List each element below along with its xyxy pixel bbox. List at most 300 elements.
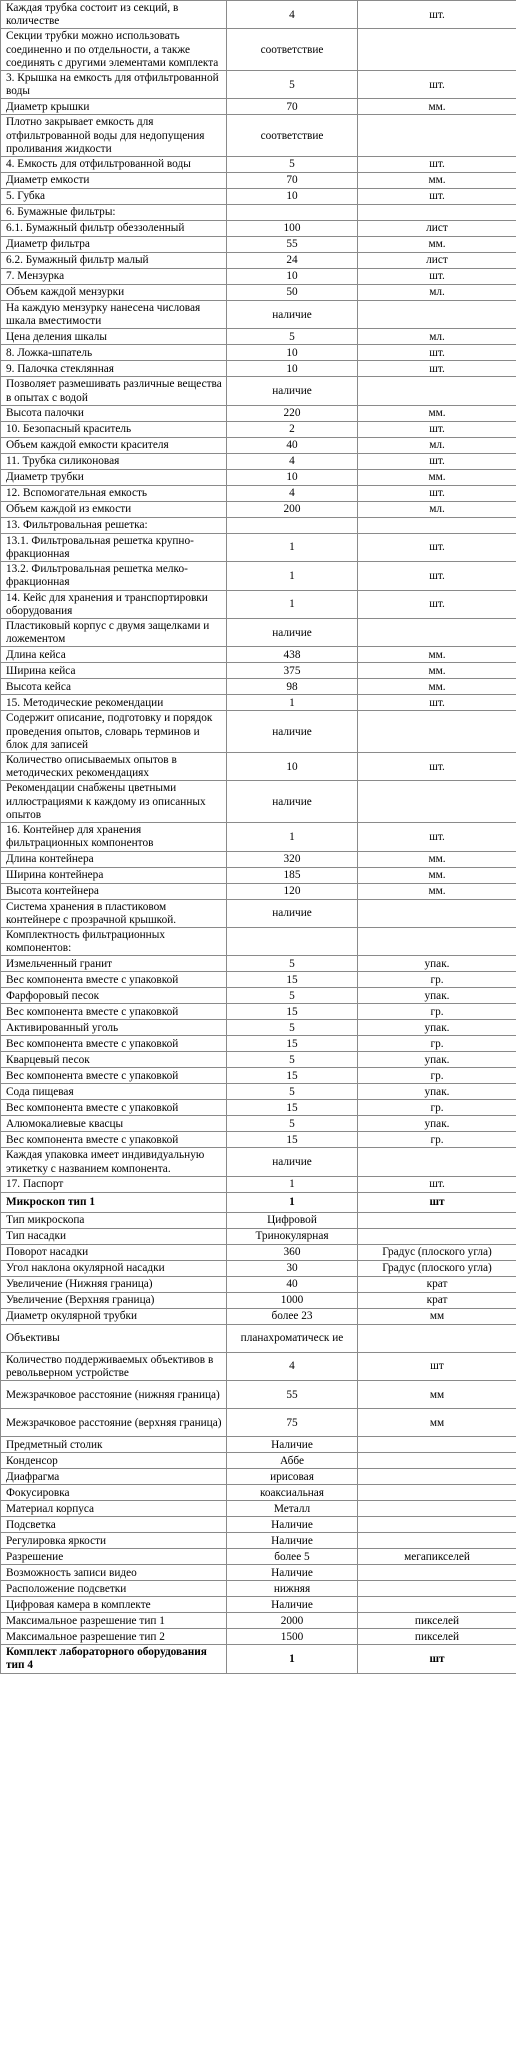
table-row: [1, 1292, 516, 1308]
table-row: [1, 345, 516, 361]
row-unit-cell: мм.: [358, 173, 516, 189]
row-unit-cell: [358, 927, 516, 955]
table-row: [1, 1581, 516, 1597]
row-unit-cell: [358, 1212, 516, 1228]
row-unit-cell: [358, 711, 516, 753]
table-row: [1, 1004, 516, 1020]
row-unit-cell: мм.: [358, 405, 516, 421]
row-value-cell: Наличие: [227, 1533, 358, 1549]
row-name-cell: Активированный уголь: [1, 1020, 227, 1036]
table-row: [1, 1469, 516, 1485]
row-unit-cell: мм.: [358, 883, 516, 899]
row-value-cell: ирисовая: [227, 1469, 358, 1485]
row-unit-cell: шт.: [358, 361, 516, 377]
row-unit-cell: [358, 115, 516, 157]
row-value-cell: 30: [227, 1260, 358, 1276]
row-unit-cell: шт.: [358, 590, 516, 618]
row-value-cell: 5: [227, 329, 358, 345]
row-name-cell: Конденсор: [1, 1453, 227, 1469]
row-name-cell: 13. Фильтровальная решетка:: [1, 517, 227, 533]
row-unit-cell: мл.: [358, 329, 516, 345]
row-unit-cell: шт.: [358, 71, 516, 99]
table-row: [1, 823, 516, 851]
table-row: [1, 883, 516, 899]
table-row: [1, 1308, 516, 1324]
row-unit-cell: шт.: [358, 269, 516, 285]
row-value-cell: 15: [227, 1004, 358, 1020]
table-row: [1, 99, 516, 115]
row-name-cell: Разрешение: [1, 1549, 227, 1565]
row-value-cell: 200: [227, 501, 358, 517]
specification-table-body: [1, 1, 516, 1674]
row-value-cell: нижняя: [227, 1581, 358, 1597]
row-unit-cell: мл.: [358, 285, 516, 301]
row-unit-cell: упак.: [358, 988, 516, 1004]
table-row: [1, 1276, 516, 1292]
table-row: [1, 361, 516, 377]
row-unit-cell: мл.: [358, 501, 516, 517]
table-row: [1, 851, 516, 867]
table-row: [1, 453, 516, 469]
row-unit-cell: [358, 1533, 516, 1549]
row-value-cell: 70: [227, 173, 358, 189]
table-row: [1, 1381, 516, 1409]
row-value-cell: 1: [227, 823, 358, 851]
row-value-cell: 1000: [227, 1292, 358, 1308]
row-name-cell: Регулировка яркости: [1, 1533, 227, 1549]
row-value-cell: 185: [227, 867, 358, 883]
table-row: [1, 1212, 516, 1228]
row-unit-cell: [358, 517, 516, 533]
table-row: [1, 1501, 516, 1517]
table-row: [1, 1, 516, 29]
row-value-cell: 5: [227, 988, 358, 1004]
row-unit-cell: шт.: [358, 345, 516, 361]
row-unit-cell: [358, 1437, 516, 1453]
row-unit-cell: [358, 1228, 516, 1244]
row-unit-cell: [358, 1453, 516, 1469]
row-unit-cell: мм.: [358, 469, 516, 485]
row-value-cell: 5: [227, 956, 358, 972]
row-value-cell: наличие: [227, 301, 358, 329]
row-value-cell: 5: [227, 71, 358, 99]
row-unit-cell: упак.: [358, 1052, 516, 1068]
row-unit-cell: Градус (плоского угла): [358, 1244, 516, 1260]
row-unit-cell: [358, 1597, 516, 1613]
row-unit-cell: шт.: [358, 189, 516, 205]
row-value-cell: Аббе: [227, 1453, 358, 1469]
row-unit-cell: мм.: [358, 237, 516, 253]
row-name-cell: Ширина кейса: [1, 663, 227, 679]
row-name-cell: Цифровая камера в комплекте: [1, 1597, 227, 1613]
row-name-cell: Возможность записи видео: [1, 1565, 227, 1581]
row-unit-cell: мм.: [358, 679, 516, 695]
row-name-cell: Вес компонента вместе с упаковкой: [1, 1100, 227, 1116]
row-unit-cell: шт.: [358, 562, 516, 590]
row-name-cell: 8. Ложка-шпатель: [1, 345, 227, 361]
row-unit-cell: [358, 29, 516, 71]
row-unit-cell: [358, 1581, 516, 1597]
row-value-cell: 10: [227, 189, 358, 205]
row-name-cell: Максимальное разрешение тип 1: [1, 1613, 227, 1629]
row-name-cell: Материал корпуса: [1, 1501, 227, 1517]
row-unit-cell: [358, 1148, 516, 1176]
row-name-cell: Вес компонента вместе с упаковкой: [1, 1004, 227, 1020]
row-value-cell: 1500: [227, 1629, 358, 1645]
table-row: [1, 988, 516, 1004]
table-row: [1, 189, 516, 205]
table-row: [1, 972, 516, 988]
row-name-cell: 3. Крышка на емкость для отфильтрованной воды: [1, 71, 227, 99]
row-value-cell: соответствие: [227, 29, 358, 71]
row-value-cell: 50: [227, 285, 358, 301]
row-value-cell: наличие: [227, 899, 358, 927]
row-name-cell: 10. Безопасный краситель: [1, 421, 227, 437]
row-name-cell: Каждая упаковка имеет индивидуальную этикетку с названием компонента.: [1, 1148, 227, 1176]
table-row: [1, 1036, 516, 1052]
table-row: [1, 899, 516, 927]
row-value-cell: Металл: [227, 1501, 358, 1517]
table-row: [1, 1437, 516, 1453]
row-name-cell: Секции трубки можно использовать соединенно и по отдельности, а также соединять с другими элементами комплекта: [1, 29, 227, 71]
table-row: [1, 1549, 516, 1565]
row-name-cell: Пластиковый корпус с двумя защелками и ложементом: [1, 619, 227, 647]
row-unit-cell: шт.: [358, 753, 516, 781]
row-name-cell: Вес компонента вместе с упаковкой: [1, 1068, 227, 1084]
row-name-cell: Максимальное разрешение тип 2: [1, 1629, 227, 1645]
row-unit-cell: [358, 1469, 516, 1485]
table-row: [1, 1020, 516, 1036]
row-value-cell: 4: [227, 485, 358, 501]
row-name-cell: Количество описываемых опытов в методических рекомендациях: [1, 753, 227, 781]
row-value-cell: 1: [227, 533, 358, 561]
row-name-cell: Угол наклона окулярной насадки: [1, 1260, 227, 1276]
row-name-cell: Поворот насадки: [1, 1244, 227, 1260]
row-unit-cell: [358, 619, 516, 647]
table-row: [1, 1148, 516, 1176]
table-row: [1, 1517, 516, 1533]
table-row: [1, 173, 516, 189]
row-unit-cell: гр.: [358, 1036, 516, 1052]
row-name-cell: 13.1. Фильтровальная решетка крупно-фракционная: [1, 533, 227, 561]
row-value-cell: 5: [227, 1020, 358, 1036]
row-name-cell: Количество поддерживаемых объективов в револьверном устройстве: [1, 1352, 227, 1380]
row-name-cell: Вес компонента вместе с упаковкой: [1, 972, 227, 988]
row-value-cell: 15: [227, 1100, 358, 1116]
row-name-cell: Диаметр фильтра: [1, 237, 227, 253]
row-value-cell: 10: [227, 753, 358, 781]
table-row: [1, 695, 516, 711]
row-unit-cell: пикселей: [358, 1613, 516, 1629]
row-name-cell: 13.2. Фильтровальная решетка мелко-фракционная: [1, 562, 227, 590]
row-unit-cell: [358, 377, 516, 405]
table-row: [1, 205, 516, 221]
table-row: [1, 1613, 516, 1629]
row-unit-cell: упак.: [358, 956, 516, 972]
row-name-cell: Межзрачковое расстояние (верхняя граница): [1, 1409, 227, 1437]
row-name-cell: 6. Бумажные фильтры:: [1, 205, 227, 221]
row-name-cell: Диаметр окулярной трубки: [1, 1308, 227, 1324]
row-unit-cell: шт.: [358, 157, 516, 173]
row-value-cell: Цифровой: [227, 1212, 358, 1228]
row-value-cell: 438: [227, 647, 358, 663]
row-name-cell: Подсветка: [1, 1517, 227, 1533]
row-name-cell: Длина контейнера: [1, 851, 227, 867]
row-unit-cell: крат: [358, 1292, 516, 1308]
row-name-cell: 15. Методические рекомендации: [1, 695, 227, 711]
row-unit-cell: [358, 1517, 516, 1533]
row-unit-cell: упак.: [358, 1020, 516, 1036]
table-row: [1, 867, 516, 883]
row-value-cell: наличие: [227, 781, 358, 823]
row-name-cell: Вес компонента вместе с упаковкой: [1, 1036, 227, 1052]
row-value-cell: Наличие: [227, 1597, 358, 1613]
row-value-cell: 1: [227, 1645, 358, 1673]
row-name-cell: Алюмокалиевые квасцы: [1, 1116, 227, 1132]
table-row: [1, 781, 516, 823]
row-name-cell: 4. Емкость для отфильтрованной воды: [1, 157, 227, 173]
row-value-cell: 120: [227, 883, 358, 899]
table-row: [1, 253, 516, 269]
row-value-cell: [227, 205, 358, 221]
row-name-cell: Высота кейса: [1, 679, 227, 695]
table-row: [1, 1192, 516, 1212]
table-row: [1, 157, 516, 173]
row-value-cell: Наличие: [227, 1437, 358, 1453]
row-value-cell: 5: [227, 1116, 358, 1132]
row-unit-cell: [358, 205, 516, 221]
row-value-cell: соответствие: [227, 115, 358, 157]
row-name-cell: 14. Кейс для хранения и транспортировки оборудования: [1, 590, 227, 618]
table-row: [1, 753, 516, 781]
row-name-cell: 16. Контейнер для хранения фильтрационных компонентов: [1, 823, 227, 851]
row-name-cell: Увеличение (Верхняя граница): [1, 1292, 227, 1308]
row-value-cell: 5: [227, 157, 358, 173]
row-value-cell: 55: [227, 237, 358, 253]
row-value-cell: [227, 517, 358, 533]
table-row: [1, 1084, 516, 1100]
table-row: [1, 71, 516, 99]
row-value-cell: 24: [227, 253, 358, 269]
row-name-cell: Комплект лабораторного оборудования тип 4: [1, 1645, 227, 1673]
row-unit-cell: мм: [358, 1308, 516, 1324]
row-value-cell: 2000: [227, 1613, 358, 1629]
row-name-cell: 11. Трубка силиконовая: [1, 453, 227, 469]
row-name-cell: Диаметр крышки: [1, 99, 227, 115]
row-name-cell: Позволяет размешивать различные вещества в опытах с водой: [1, 377, 227, 405]
table-row: [1, 1629, 516, 1645]
row-name-cell: 12. Вспомогательная емкость: [1, 485, 227, 501]
row-unit-cell: шт.: [358, 1, 516, 29]
table-row: [1, 1052, 516, 1068]
row-unit-cell: пикселей: [358, 1629, 516, 1645]
row-unit-cell: шт.: [358, 823, 516, 851]
table-row: [1, 927, 516, 955]
row-unit-cell: гр.: [358, 1132, 516, 1148]
row-value-cell: 15: [227, 972, 358, 988]
row-name-cell: Цена деления шкалы: [1, 329, 227, 345]
row-name-cell: На каждую мензурку нанесена числовая шкала вместимости: [1, 301, 227, 329]
table-row: [1, 1324, 516, 1352]
row-value-cell: 15: [227, 1036, 358, 1052]
row-value-cell: 5: [227, 1052, 358, 1068]
row-name-cell: Сода пищевая: [1, 1084, 227, 1100]
table-row: [1, 437, 516, 453]
row-name-cell: Межзрачковое расстояние (нижняя граница): [1, 1381, 227, 1409]
row-name-cell: Фокусировка: [1, 1485, 227, 1501]
row-value-cell: 375: [227, 663, 358, 679]
table-row: [1, 285, 516, 301]
table-row: [1, 956, 516, 972]
row-unit-cell: [358, 1565, 516, 1581]
row-name-cell: Комплектность фильтрационных компонентов:: [1, 927, 227, 955]
row-name-cell: Объем каждой емкости красителя: [1, 437, 227, 453]
row-name-cell: 17. Паспорт: [1, 1176, 227, 1192]
row-name-cell: 7. Мензурка: [1, 269, 227, 285]
table-row: [1, 421, 516, 437]
table-row: [1, 115, 516, 157]
row-unit-cell: мм.: [358, 663, 516, 679]
table-row: [1, 590, 516, 618]
row-unit-cell: [358, 1501, 516, 1517]
row-name-cell: Диаметр емкости: [1, 173, 227, 189]
row-value-cell: 1: [227, 562, 358, 590]
row-value-cell: 10: [227, 345, 358, 361]
row-value-cell: 1: [227, 1176, 358, 1192]
row-name-cell: Диаметр трубки: [1, 469, 227, 485]
row-name-cell: Тип микроскопа: [1, 1212, 227, 1228]
row-value-cell: 10: [227, 469, 358, 485]
table-row: [1, 647, 516, 663]
table-row: [1, 1116, 516, 1132]
row-value-cell: более 5: [227, 1549, 358, 1565]
table-row: [1, 663, 516, 679]
row-name-cell: 9. Палочка стеклянная: [1, 361, 227, 377]
table-row: [1, 533, 516, 561]
row-value-cell: 1: [227, 590, 358, 618]
row-unit-cell: гр.: [358, 1004, 516, 1020]
row-unit-cell: лист: [358, 221, 516, 237]
row-name-cell: Измельченный гранит: [1, 956, 227, 972]
row-unit-cell: [358, 899, 516, 927]
row-name-cell: Микроскоп тип 1: [1, 1192, 227, 1212]
row-value-cell: 320: [227, 851, 358, 867]
row-unit-cell: мл.: [358, 437, 516, 453]
table-row: [1, 1409, 516, 1437]
row-name-cell: Диафрагма: [1, 1469, 227, 1485]
table-row: [1, 1352, 516, 1380]
table-row: [1, 501, 516, 517]
row-value-cell: 4: [227, 453, 358, 469]
row-value-cell: 5: [227, 1084, 358, 1100]
row-value-cell: наличие: [227, 377, 358, 405]
row-value-cell: 4: [227, 1, 358, 29]
row-value-cell: 70: [227, 99, 358, 115]
table-row: [1, 517, 516, 533]
table-row: [1, 1176, 516, 1192]
row-unit-cell: мм.: [358, 99, 516, 115]
row-name-cell: Объем каждой мензурки: [1, 285, 227, 301]
table-row: [1, 711, 516, 753]
row-name-cell: Объем каждой из емкости: [1, 501, 227, 517]
row-unit-cell: шт.: [358, 533, 516, 561]
row-value-cell: Тринокулярная: [227, 1228, 358, 1244]
table-row: [1, 562, 516, 590]
row-name-cell: Объективы: [1, 1324, 227, 1352]
row-unit-cell: крат: [358, 1276, 516, 1292]
row-value-cell: [227, 927, 358, 955]
row-value-cell: 75: [227, 1409, 358, 1437]
table-row: [1, 1565, 516, 1581]
row-value-cell: Наличие: [227, 1565, 358, 1581]
table-row: [1, 1132, 516, 1148]
row-value-cell: 10: [227, 269, 358, 285]
row-unit-cell: шт.: [358, 1176, 516, 1192]
row-value-cell: 4: [227, 1352, 358, 1380]
row-name-cell: Ширина контейнера: [1, 867, 227, 883]
table-row: [1, 377, 516, 405]
row-value-cell: 100: [227, 221, 358, 237]
table-row: [1, 221, 516, 237]
row-unit-cell: [358, 1485, 516, 1501]
row-unit-cell: упак.: [358, 1084, 516, 1100]
row-unit-cell: шт: [358, 1192, 516, 1212]
row-unit-cell: мм: [358, 1409, 516, 1437]
row-unit-cell: мм.: [358, 647, 516, 663]
row-value-cell: наличие: [227, 1148, 358, 1176]
row-value-cell: более 23: [227, 1308, 358, 1324]
row-unit-cell: [358, 301, 516, 329]
table-row: [1, 1645, 516, 1673]
row-value-cell: 98: [227, 679, 358, 695]
row-name-cell: Длина кейса: [1, 647, 227, 663]
row-unit-cell: Градус (плоского угла): [358, 1260, 516, 1276]
row-name-cell: Каждая трубка состоит из секций, в количестве: [1, 1, 227, 29]
row-unit-cell: гр.: [358, 972, 516, 988]
row-name-cell: Расположение подсветки: [1, 1581, 227, 1597]
table-row: [1, 1244, 516, 1260]
row-unit-cell: лист: [358, 253, 516, 269]
row-unit-cell: гр.: [358, 1100, 516, 1116]
row-unit-cell: гр.: [358, 1068, 516, 1084]
row-unit-cell: мм: [358, 1381, 516, 1409]
row-value-cell: наличие: [227, 619, 358, 647]
table-row: [1, 405, 516, 421]
row-name-cell: Плотно закрывает емкость для отфильтрованной воды для недопущения проливания жидкости: [1, 115, 227, 157]
table-row: [1, 1597, 516, 1613]
row-name-cell: Предметный столик: [1, 1437, 227, 1453]
row-value-cell: 40: [227, 1276, 358, 1292]
row-name-cell: Высота палочки: [1, 405, 227, 421]
row-unit-cell: [358, 1324, 516, 1352]
row-value-cell: 40: [227, 437, 358, 453]
row-name-cell: Тип насадки: [1, 1228, 227, 1244]
row-name-cell: Увеличение (Нижняя граница): [1, 1276, 227, 1292]
table-row: [1, 619, 516, 647]
row-value-cell: планахроматическ ие: [227, 1324, 358, 1352]
table-row: [1, 469, 516, 485]
row-value-cell: 2: [227, 421, 358, 437]
row-unit-cell: шт.: [358, 421, 516, 437]
row-value-cell: 220: [227, 405, 358, 421]
row-name-cell: Рекомендации снабжены цветными иллюстрациями к каждому из описанных опытов: [1, 781, 227, 823]
table-row: [1, 301, 516, 329]
row-name-cell: Система хранения в пластиковом контейнере с прозрачной крышкой.: [1, 899, 227, 927]
row-unit-cell: шт.: [358, 453, 516, 469]
table-row: [1, 29, 516, 71]
row-value-cell: 1: [227, 1192, 358, 1212]
row-unit-cell: шт.: [358, 485, 516, 501]
